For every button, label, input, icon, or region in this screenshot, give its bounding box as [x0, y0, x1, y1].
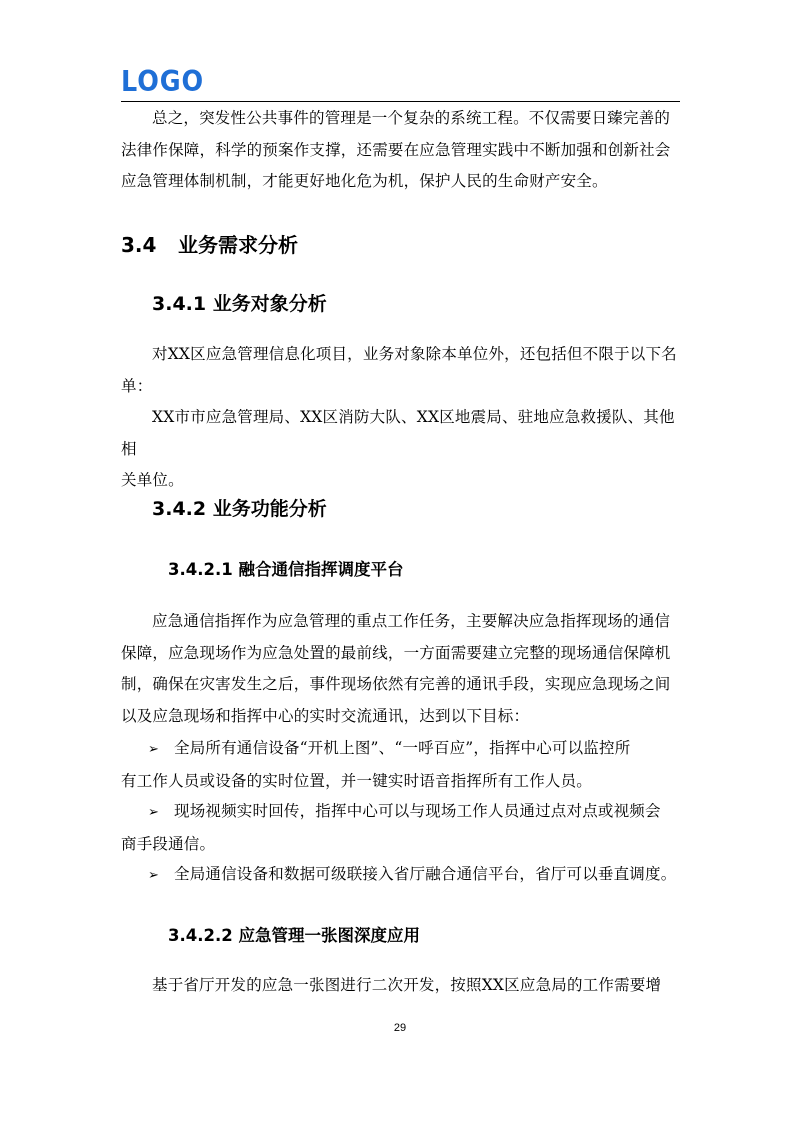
header-rule: [121, 101, 680, 102]
intro-line-3: 应急管理体制机制，才能更好地化危为机，保护人民的生命财产安全。: [121, 172, 608, 190]
objects-line-3: XX市市应急管理局、XX区消防大队、XX区地震局、驻地应急救援队、其他相: [121, 408, 675, 458]
objects-paragraph-1: [121, 339, 683, 402]
section-title: 业务需求分析: [178, 233, 298, 257]
bullet-3-line-1: 全局通信设备和数据可级联接入省厅融合通信平台，省厅可以垂直调度。: [174, 865, 677, 883]
platform-line-4: 以及应急现场和指挥中心的实时交流通讯，达到以下目标：: [121, 706, 530, 725]
intro-line-2: 法律作保障，科学的预案作支撑，还需要在应急管理实践中不断加强和创新社会: [121, 140, 671, 159]
bullet-1-line-2: 有工作人员或设备的实时位置，并一键实时语音指挥所有工作人员。: [121, 771, 593, 790]
bullet-item-3: [121, 859, 683, 892]
bullet-item-2: [121, 796, 683, 860]
bullet-2-line-1: 现场视频实时回传，指挥中心可以与现场工作人员通过点对点或视频会: [174, 802, 661, 820]
intro-line-1: 总之，突发性公共事件的管理是一个复杂的系统工程。不仅需要日臻完善的: [152, 109, 671, 127]
section-number: 3.4: [121, 233, 157, 257]
logo: [121, 66, 205, 94]
bullet-arrow-icon: ➢: [148, 868, 160, 883]
intro-paragraph: [121, 103, 683, 198]
bullet-1-line-1: 全局所有通信设备“开机上图”、“一呼百应”，指挥中心可以监控所: [174, 739, 631, 757]
bullet-item-1: [121, 733, 683, 797]
section-3-4-2-2-heading: 3.4.2.2 应急管理一张图深度应用: [168, 926, 420, 945]
platform-line-3: 制，确保在灾害发生之后，事件现场依然有完善的通讯手段，实现应急现场之间: [121, 675, 671, 693]
section-3-4-heading: [121, 229, 298, 258]
objects-line-1: 对XX区应急管理信息化项目，业务对象除本单位外，还包括但不限于以下名: [152, 345, 677, 363]
map-line-1: 基于省厅开发的应急一张图进行二次开发，按照XX区应急局的工作需要增: [152, 976, 662, 994]
bullet-arrow-icon: ➢: [148, 805, 160, 820]
page-number: 29: [393, 1022, 407, 1034]
platform-paragraph: [121, 606, 683, 732]
logo-text: LOGO: [121, 66, 204, 94]
section-3-4-2-1-heading: 3.4.2.1 融合通信指挥调度平台: [168, 560, 404, 579]
section-3-4-1-heading: 3.4.1 业务对象分析: [152, 293, 327, 315]
bullet-arrow-icon: ➢: [148, 742, 160, 757]
bullet-2-line-2: 商手段通信。: [121, 834, 216, 853]
objects-line-2: 单：: [121, 376, 153, 395]
map-paragraph: [121, 970, 683, 1002]
objects-line-4: 关单位。: [121, 471, 184, 489]
platform-line-1: 应急通信指挥作为应急管理的重点工作任务，主要解决应急指挥现场的通信: [152, 612, 671, 630]
platform-line-2: 保障，应急现场作为应急处置的最前线，一方面需要建立完整的现场通信保障机: [121, 643, 671, 662]
section-3-4-2-heading: 3.4.2 业务功能分析: [152, 498, 327, 520]
objects-paragraph-2: [121, 402, 683, 497]
